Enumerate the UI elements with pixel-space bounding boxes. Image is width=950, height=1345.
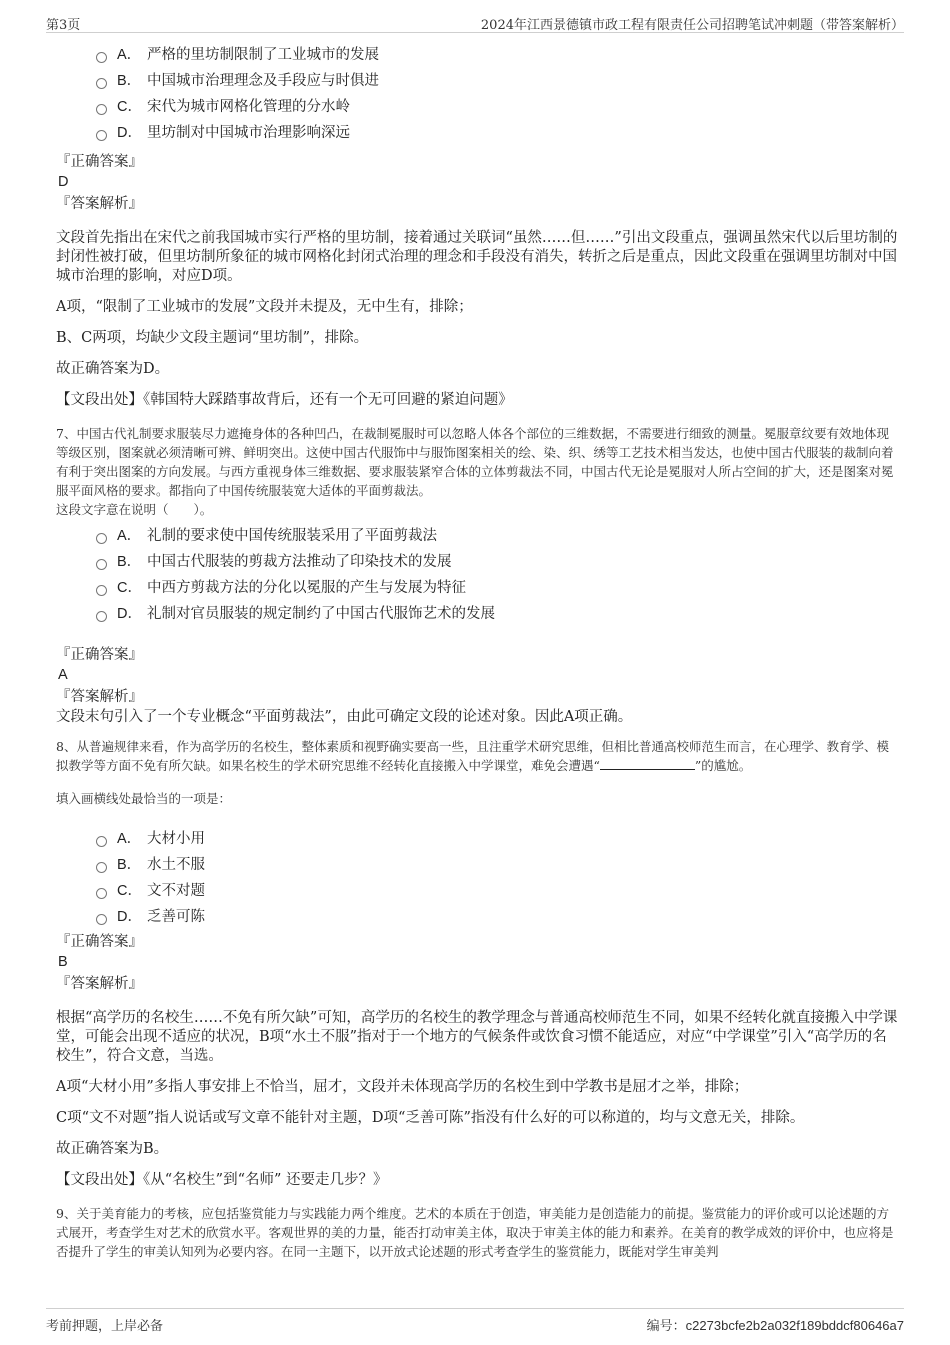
q8-stem: 8、从普遍规律来看，作为高学历的名校生，整体素质和视野确实要高一些，且注重学术研究思维，但相比普通高校师范生而言，在心理学、教育学、模拟教学等方面不免有所欠缺。如果名校生的学术研究思维不经转化直接搬入中学课堂，难免会遭遇“ ”的尴尬。 bbox=[56, 739, 889, 773]
q7-answer: A bbox=[58, 667, 68, 683]
analysis-label: 『答案解析』 bbox=[56, 689, 143, 705]
q7-option-a[interactable]: A． 礼制的要求使中国传统服装采用了平面剪裁法 bbox=[96, 523, 898, 549]
page-header bbox=[46, 12, 904, 33]
q6-analysis-paragraph: 文段首先指出在宋代之前我国城市实行严格的里坊制，接着通过关联词“虽然……但……”引出文段重点，强调虽然宋代以后里坊制的封闭性被打破，但里坊制所象征的城市网格化封闭式治理的理念和手段没有消失，转折之后是重点，因此文段重在强调里坊制对中国城市治理的影响，对应D项。 bbox=[56, 230, 898, 284]
q8-options bbox=[96, 826, 898, 930]
q7-option-d[interactable]: D． 礼制对官员服装的规定制约了中国古代服饰艺术的发展 bbox=[96, 601, 898, 627]
q7-option-c[interactable]: C． 中西方剪裁方法的分化以冕服的产生与发展为特征 bbox=[96, 575, 898, 601]
q8-option-a[interactable]: A． 大材小用 bbox=[96, 826, 898, 852]
q8-option-c[interactable]: C． 文不对题 bbox=[96, 878, 898, 904]
q6-analysis-paragraph: A项，“限制了工业城市的发展”文段并未提及，无中生有，排除； bbox=[56, 299, 473, 315]
q7-option-b[interactable]: B． 中国古代服装的剪裁方法推动了印染技术的发展 bbox=[96, 549, 898, 575]
q9-stem: 9、关于美育能力的考核，应包括鉴赏能力与实践能力两个维度。艺术的本质在于创造，审美能力是创造能力的前提。鉴赏能力的评价或可以论述题的方式展开，考查学生对艺术的欣赏水平。客观世界的美的力量，能否打动审美主体，取决于审美主体的能力和素养。在美育的教学成效的评价中，也应将是否提升了学生的审美认知列为必要内容。在同一主题下，以开放式论述题的形式考查学生的鉴赏能力，既能对学生审美判 bbox=[56, 1206, 894, 1259]
page-footer bbox=[46, 1308, 904, 1335]
q6-answer: D bbox=[58, 174, 69, 190]
q7-prompt: 这段文字意在说明（ ）。 bbox=[56, 502, 213, 517]
radio-icon[interactable] bbox=[96, 104, 107, 115]
fill-blank bbox=[600, 757, 695, 770]
correct-answer-label: 『正确答案』 bbox=[56, 154, 143, 170]
q8-source: 【文段出处】《从“名校生”到“名师” 还要走几步？》 bbox=[56, 1172, 388, 1188]
q6-source: 【文段出处】《韩国特大踩踏事故背后，还有一个无可回避的紧迫问题》 bbox=[56, 392, 513, 408]
document-title: 2024年江西景德镇市政工程有限责任公司招聘笔试冲刺题（带答案解析） bbox=[480, 18, 904, 33]
q6-option-b[interactable]: B． 中国城市治理理念及手段应与时俱进 bbox=[96, 68, 898, 94]
q6-option-a[interactable]: A． 严格的里坊制限制了工业城市的发展 bbox=[96, 42, 898, 68]
radio-icon[interactable] bbox=[96, 130, 107, 141]
q6-analysis-paragraph: 故正确答案为D。 bbox=[56, 361, 170, 377]
q7-analysis: 文段末句引入了一个专业概念“平面剪裁法”，由此可确定文段的论述对象。因此A项正确。 bbox=[56, 709, 633, 725]
q8-analysis-paragraph: 故正确答案为B。 bbox=[56, 1141, 169, 1157]
radio-icon[interactable] bbox=[96, 52, 107, 63]
document-body bbox=[56, 42, 898, 1261]
analysis-label: 『答案解析』 bbox=[56, 976, 143, 992]
radio-icon[interactable] bbox=[96, 914, 107, 925]
q8-prompt: 填入画横线处最恰当的一项是： bbox=[56, 791, 232, 806]
q8-analysis-paragraph: C项“文不对题”指人说话或写文章不能针对主题，D项“乏善可陈”指没有什么好的可以称道的，均与文意无关，排除。 bbox=[56, 1110, 805, 1126]
document-code: 编号：c2273bcfe2b2a032f189bddcf80646a7 bbox=[646, 1318, 904, 1334]
radio-icon[interactable] bbox=[96, 533, 107, 544]
q6-analysis-paragraph: B、C两项，均缺少文段主题词“里坊制”，排除。 bbox=[56, 330, 369, 346]
page-number: 第3页 bbox=[46, 18, 81, 33]
radio-icon[interactable] bbox=[96, 611, 107, 622]
radio-icon[interactable] bbox=[96, 559, 107, 570]
correct-answer-label: 『正确答案』 bbox=[56, 934, 143, 950]
footer-slogan: 考前押题，上岸必备 bbox=[46, 1319, 164, 1334]
radio-icon[interactable] bbox=[96, 836, 107, 847]
analysis-label: 『答案解析』 bbox=[56, 196, 143, 212]
radio-icon[interactable] bbox=[96, 862, 107, 873]
q6-option-d[interactable]: D． 里坊制对中国城市治理影响深远 bbox=[96, 120, 898, 146]
radio-icon[interactable] bbox=[96, 78, 107, 89]
q8-analysis-paragraph: A项“大材小用”多指人事安排上不恰当，屈才，文段并未体现高学历的名校生到中学教书是屈才之举，排除； bbox=[56, 1079, 749, 1095]
q7-stem: 7、中国古代礼制要求服装尽力遮掩身体的各种凹凸，在裁制冕服时可以忽略人体各个部位的三维数据，不需要进行细致的测量。冕服章纹要有效地体现等级区别，图案就必须清晰可辨、鲜明突出。这使中国古代服饰中与服饰图案相关的绘、染、织、绣等工艺技术相当发达，也使中国古代服装的裁制向着有利于突出图案的方向发展。与西方重视身体三维数据、要求服装紧窄合体的立体剪裁法不同，中国古代无论是冕服对人所占空间的扩大，还是图案对冕服平面风格的要求。都指向了中国传统服装宽大适体的平面剪裁法。 bbox=[56, 426, 894, 498]
radio-icon[interactable] bbox=[96, 888, 107, 899]
correct-answer-label: 『正确答案』 bbox=[56, 647, 143, 663]
q8-option-b[interactable]: B． 水土不服 bbox=[96, 852, 898, 878]
q7-options bbox=[96, 523, 898, 627]
q8-answer: B bbox=[58, 954, 68, 970]
q8-option-d[interactable]: D． 乏善可陈 bbox=[96, 904, 898, 930]
radio-icon[interactable] bbox=[96, 585, 107, 596]
q8-analysis-paragraph: 根据“高学历的名校生……不免有所欠缺”可知，高学历的名校生的教学理念与普通高校师范生不同，如果不经转化就直接搬入中学课堂，可能会出现不适应的状况，B项“水土不服”指对于一个地方的气候条件或饮食习惯不能适应，对应“中学课堂”引入“高学历的名校生”，符合文意，当选。 bbox=[56, 1010, 898, 1064]
q6-option-c[interactable]: C． 宋代为城市网格化管理的分水岭 bbox=[96, 94, 898, 120]
q6-options bbox=[96, 42, 898, 146]
